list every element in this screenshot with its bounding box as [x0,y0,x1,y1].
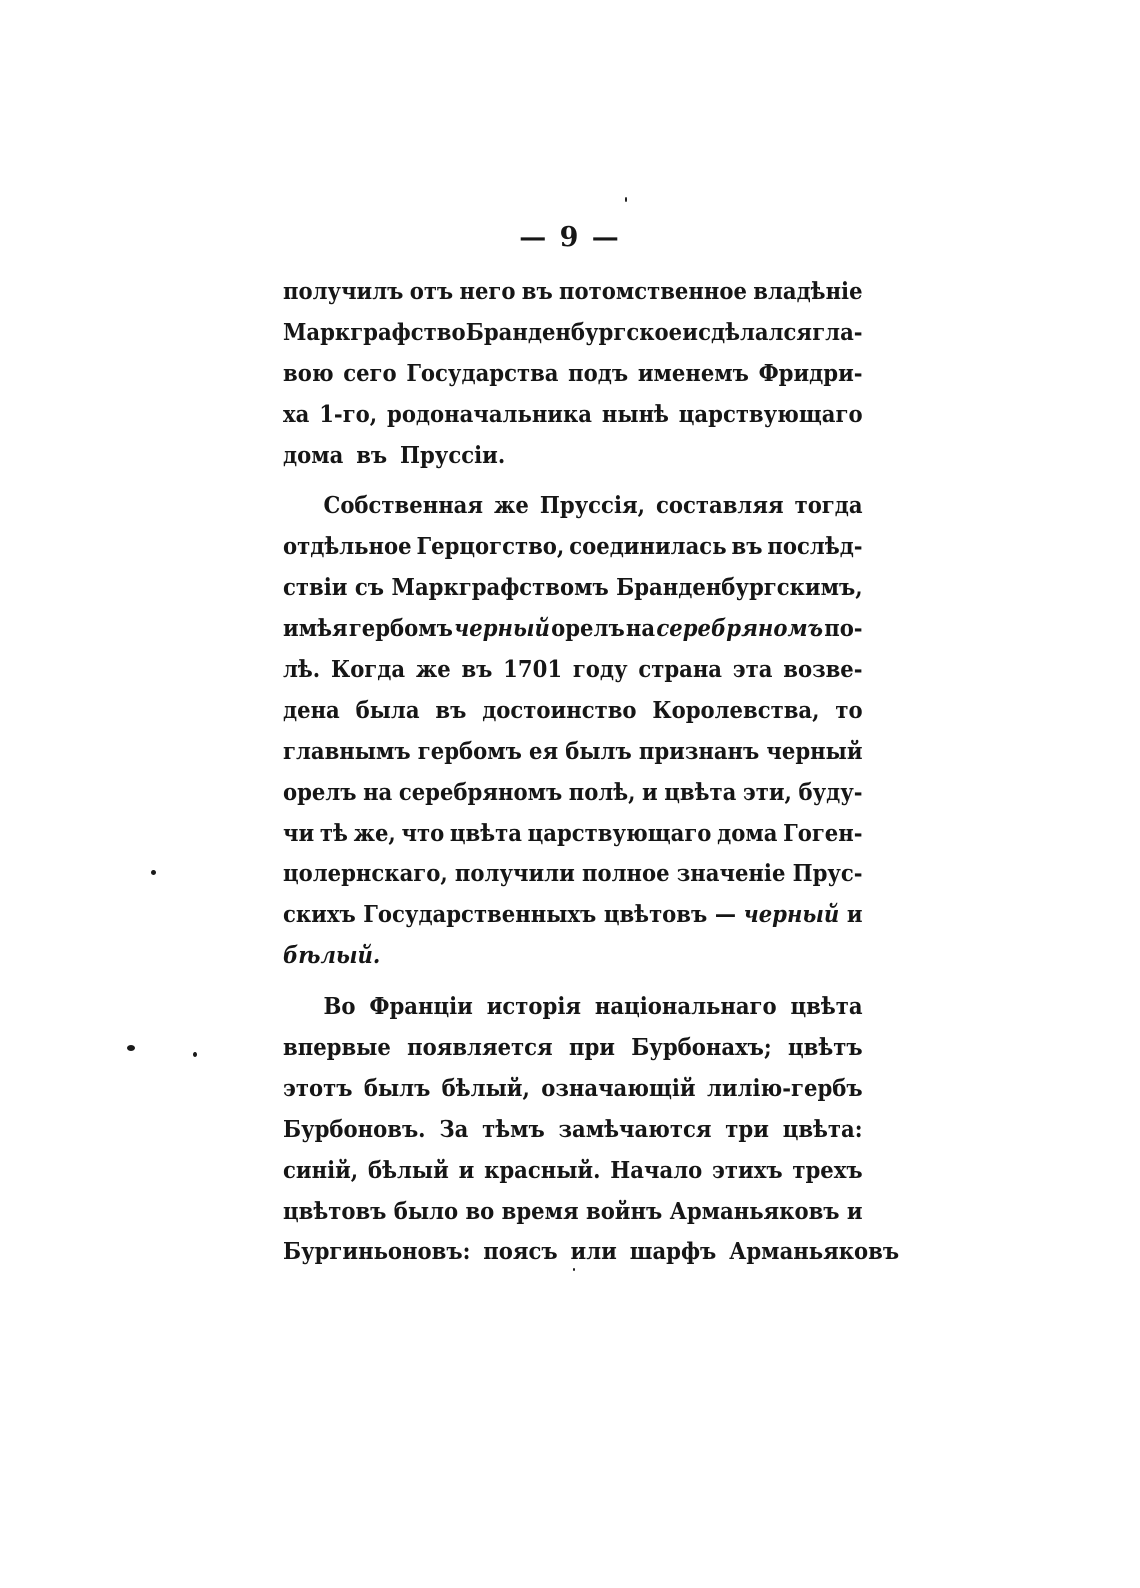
word: — [714,901,736,929]
word: 1-го, [319,400,378,428]
word: появляется [407,1034,553,1062]
word: въ [461,656,493,684]
word: или [570,1238,617,1266]
word: буду- [798,778,863,806]
word: былъ [565,737,632,765]
word: поясъ [483,1238,558,1266]
word: тѣмъ [482,1115,545,1143]
text-line [283,568,863,609]
word: получили [454,860,575,888]
word: цвѣта [790,993,863,1021]
word: Бранденбургское [465,318,683,346]
word: отъ [409,278,454,305]
word: гербомъ [417,737,522,765]
word: Арманьяковъ [729,1238,900,1266]
text-line [283,1028,863,1069]
word: нынѣ [601,400,669,428]
word: Собственная [323,492,484,520]
body-text [283,272,900,1273]
word: что [401,819,445,847]
word: этихъ [712,1156,783,1184]
word: гербомъ [348,615,453,643]
word: въ [521,278,553,305]
scan-speck [127,1045,135,1051]
word: скихъ [283,901,356,929]
word: то [835,696,863,724]
word: именемъ [637,359,749,387]
word: составляя [655,492,784,520]
word: былъ [363,1074,431,1102]
page-number: — 9 — [519,222,621,253]
word: Бурбонахъ; [631,1034,772,1062]
word: по- [824,615,863,643]
word: и [846,901,863,929]
word: ха [283,400,310,428]
word: и [846,1197,863,1225]
word: Королевства, [652,696,820,724]
word: лѣ. [283,656,321,684]
word: возве- [783,656,863,684]
word: Арманьяковъ [669,1197,840,1225]
word: Франціи [369,993,473,1021]
text-line [283,1151,863,1192]
word: Когда [330,656,406,684]
word: получилъ [283,278,404,305]
word: въ [435,696,467,724]
word: царствующаго [527,819,712,847]
word: лилію-гербъ [706,1074,863,1102]
word: соединилась [569,533,727,561]
word: родоначальника [387,400,593,428]
word: цвѣтъ [788,1034,863,1062]
word: Начало [610,1156,703,1184]
word: означающій [541,1074,696,1102]
word: съ [354,574,385,602]
word: замѣчаются [558,1115,712,1143]
word: За [439,1115,469,1143]
word: бѣлый [367,1156,449,1184]
word: Во [323,993,356,1021]
word: сего [343,359,397,387]
word: же [494,492,529,520]
text-line [283,773,863,814]
word: эти, [742,778,792,806]
word: и [682,318,698,346]
word: была [355,696,420,724]
italic-word: черный [743,901,840,929]
word: впервые [283,1034,391,1062]
word: Прус- [792,860,863,888]
word: полѣ, [568,778,636,806]
word: году [572,656,628,684]
word: ствіи [283,574,348,602]
word: и [642,778,658,806]
word: шарфъ [629,1238,717,1266]
word: Бурбоновъ. [283,1115,426,1143]
word: Бургиньоновъ: [283,1238,471,1266]
word: вою [283,359,334,387]
word: красный. [484,1156,601,1184]
word: послѣд- [767,533,863,561]
word: орелъ [283,778,357,806]
word: подъ [568,359,629,387]
text-line [283,486,863,527]
word: имѣя [283,615,348,643]
word: и [458,1156,475,1184]
text-line [283,609,863,650]
word: значеніе [676,860,786,888]
text-line [283,691,863,732]
text-line [283,1069,863,1110]
text-line [283,272,863,313]
text-line [283,854,863,895]
word: Гоген- [783,819,863,847]
word: дома [717,819,778,847]
word: въ [731,533,763,561]
word: трехъ [792,1156,863,1184]
italic-word: бѣлый. [283,942,381,970]
text-line [283,1110,863,1151]
text-line [283,313,863,354]
word: тогда [794,492,863,520]
word: царствующаго [678,400,863,428]
word: эта [732,656,773,684]
word: Бранденбургскимъ, [616,574,863,602]
text-line [283,354,863,395]
word: признанъ [638,737,760,765]
word: чи [283,819,315,847]
word: потомственное [559,278,747,305]
word: Пруссія, [539,492,645,520]
word: главнымъ [283,737,411,765]
word: Маркграфство [283,318,466,346]
word: полное [581,860,670,888]
word: тѣ [319,819,348,847]
word: же [415,656,451,684]
word: національнаго [594,993,777,1021]
scan-speck [151,870,156,875]
text-line [283,987,863,1028]
word: дома [283,441,344,469]
word: цвѣта [449,819,522,847]
word: время [501,1197,579,1225]
word: отдѣльное [283,533,412,561]
word: серебряномъ [398,778,563,806]
word: войнъ [585,1197,663,1225]
word: достоинство [482,696,637,724]
word: ея [528,737,559,765]
text-line [283,895,863,936]
word: черный [766,737,863,765]
word: гла- [812,318,863,346]
italic-word: черный [454,615,550,643]
word: дена [283,696,340,724]
scan-speck [193,1052,197,1057]
text-line [283,1192,863,1233]
text-line [283,936,863,977]
word: синій, [283,1156,359,1184]
word: владѣніе [753,278,863,305]
text-line [283,814,863,855]
text-line [283,732,863,773]
word: Государства [406,359,559,387]
word: цвѣтовъ [603,901,708,929]
scan-speck [625,197,627,202]
italic-word: серебряномъ [656,615,823,643]
word: при [568,1034,615,1062]
word: цвѣта: [782,1115,863,1143]
word: него [459,278,516,305]
word: этотъ [283,1074,353,1102]
text-line [283,650,863,691]
word: цвѣта [664,778,737,806]
word: 1701 [503,656,563,684]
word: Герцогство, [416,533,565,561]
word: орелъ [551,615,625,643]
text-line [283,395,863,436]
word: Государственныхъ [363,901,597,929]
word: Пруссіи. [400,441,506,469]
word: Маркграфствомъ [391,574,609,602]
word: на [625,615,656,643]
scan-speck [573,1268,575,1271]
word: исторія [486,993,581,1021]
word: въ [356,441,388,469]
word: во [465,1197,495,1225]
text-line [283,527,863,568]
word: сдѣлался [698,318,813,346]
word: на [363,778,393,806]
word: Фридри- [758,359,863,387]
word: было [393,1197,459,1225]
word: цвѣтовъ [283,1197,387,1225]
word: три [725,1115,769,1143]
word: же, [353,819,396,847]
word: страна [638,656,723,684]
word: цолернскаго, [283,860,448,888]
text-line [283,436,863,477]
word: бѣлый, [441,1074,530,1102]
